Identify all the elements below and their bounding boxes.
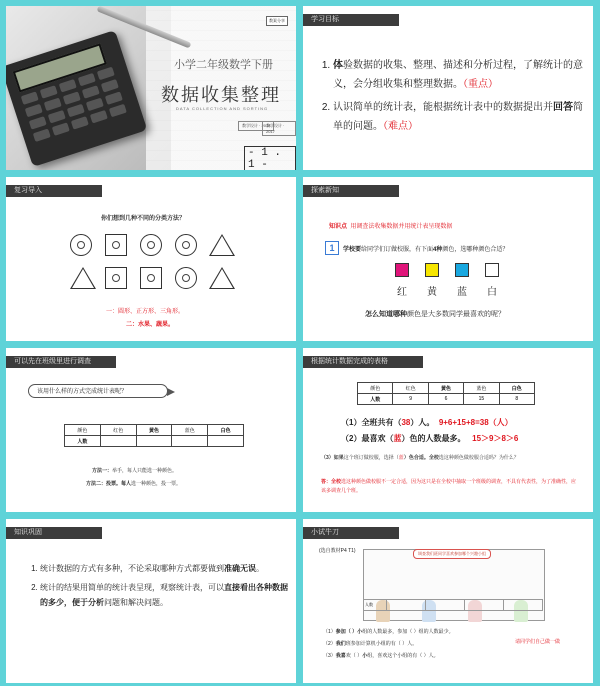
shape-circle [140,234,162,256]
practice-instruction: 请同学们自己做一做 [515,639,561,645]
explore-prompt: 怎么知道哪种颜色是大多数同学最喜欢的呢？ [365,311,505,318]
color-swatch-yellow [425,263,439,277]
review-question: 你们想到几种不同的分类方法？ [101,216,186,222]
cover-photo [6,6,171,170]
slide-survey[interactable] [6,348,296,512]
method-one: 方法一：举手，每人只能选一种颜色。 [92,468,178,474]
speech-bubble: 该用什么样的方式完成统计表呢？ [28,384,168,398]
shape-circle [175,267,197,289]
cover-pill-b: 教学设计 · 2017 [262,121,296,136]
knowledge-point: 知识点 用调查法收集数据并用统计表呈现数据 [329,224,453,230]
shape-circle [175,234,197,256]
review-answer-2: 二：水果、蔬果。 [126,322,175,328]
objective-item: 1. 体验数据的收集、整理、描述和分析过程，了解统计的意义，会分组收集和整理数据。（重点） [333,56,588,94]
summary-item: 2. 统计的结果用简单的统计表呈现，观察统计表，可以直接看出各种数据的多少，便于分析问题和解决问题。 [40,580,290,610]
color-label: 白 [487,287,497,298]
review-answer-1: 一：圆形、正方形、三角形。 [106,309,185,315]
shape-square [105,267,127,289]
section-header: 可以先在班级里进行调查 [6,356,116,368]
cover-grade: 小学二年级数学下册 [174,58,273,71]
practice-question-2: （2）我们班参加计算机小组的有（ ）人。 [323,641,418,647]
cover-pill-a: 教学设计 · 2018 [238,121,274,131]
summary-item: 1. 统计数据的方式有多种，不论采取哪种方式都要做到准确无误。 [40,561,290,576]
illustration-caption: 调查我们班同学喜欢参加哪个兴趣小组 [413,549,491,559]
shape-circle [70,234,92,256]
section-header: 知识巩固 [6,527,102,539]
result-line-3: （3）如果这个班订做校服，选择（蓝）色合适。全校选这种颜色做校服合适吗？为什么？ [321,455,519,461]
slide-results[interactable] [303,348,593,512]
slide-explore[interactable] [303,177,593,341]
section-header: 探索新知 [303,185,399,197]
shape-triangle [209,234,231,256]
method-two: 方法二：投票。每人选一种颜色，投一票。 [86,481,182,487]
result-line-1: （1）全班共有（38）人。 9+6+15+8=38（人） [341,418,513,427]
results-table: 颜色 红色 黄色 蓝色 白色 人数 9 6 15 8 [357,382,535,405]
summary-list [26,561,290,614]
textbook-source: (选自教材P4 T1) [319,548,356,554]
section-header: 学习目标 [303,14,399,26]
objective-item: 2. 认识简单的统计表，能根据统计表中的数据提出并回答简单的问题。（难点） [333,98,588,136]
cover-lesson-number: - 1 . 1 - [244,146,296,170]
explore-question: 1 学校要给同学们订做校服，有下面4种颜色，选哪种颜色合适？ [325,241,508,255]
objectives-list [319,56,588,140]
color-label: 黄 [427,287,437,298]
slide-review[interactable] [6,177,296,341]
question-number-badge: 1 [325,241,339,255]
section-header: 小试牛刀 [303,527,399,539]
shape-triangle [70,267,92,289]
slide-objectives[interactable] [303,6,593,170]
color-swatch-white [485,263,499,277]
shape-square [140,267,162,289]
color-label: 红 [397,287,407,298]
color-swatch-blue [455,263,469,277]
slide-consolidate[interactable] [6,519,296,683]
calculator-image [6,30,147,167]
result-line-2: （2）最喜欢（蓝）色的人数最多。 15＞9＞8＞6 [341,434,519,443]
slide-practice[interactable] [303,519,593,683]
survey-table: 颜色 红色 黄色 蓝色 白色 人数 [64,424,244,447]
color-swatch-red [395,263,409,277]
practice-question-1: （1）参加（ ）小组的人数最多，参加（ ）组的人数最少。 [323,629,454,635]
section-header: 复习导入 [6,185,102,197]
shape-square [105,234,127,256]
shape-triangle [209,267,231,289]
cover-badge: 教案分享 [266,16,288,26]
cover-subtitle: DATA COLLECTION AND SORTING [176,106,269,111]
practice-question-3: （3）我喜欢（ ）小组，喜欢这个小组的有（ ）人。 [323,653,439,659]
slide-cover[interactable] [6,6,296,170]
color-label: 蓝 [457,287,467,298]
cover-title: 数据收集整理 [161,85,281,106]
result-answer: 答：全校选这种颜色做校服不一定合适，因为这只是在全校中抽取一个班级的调查，不具有代表性，为了准确性，应该多调查几个班。 [321,479,577,494]
practice-table: 人数 [363,599,543,611]
section-header: 根据统计数据完成的表格 [303,356,423,368]
